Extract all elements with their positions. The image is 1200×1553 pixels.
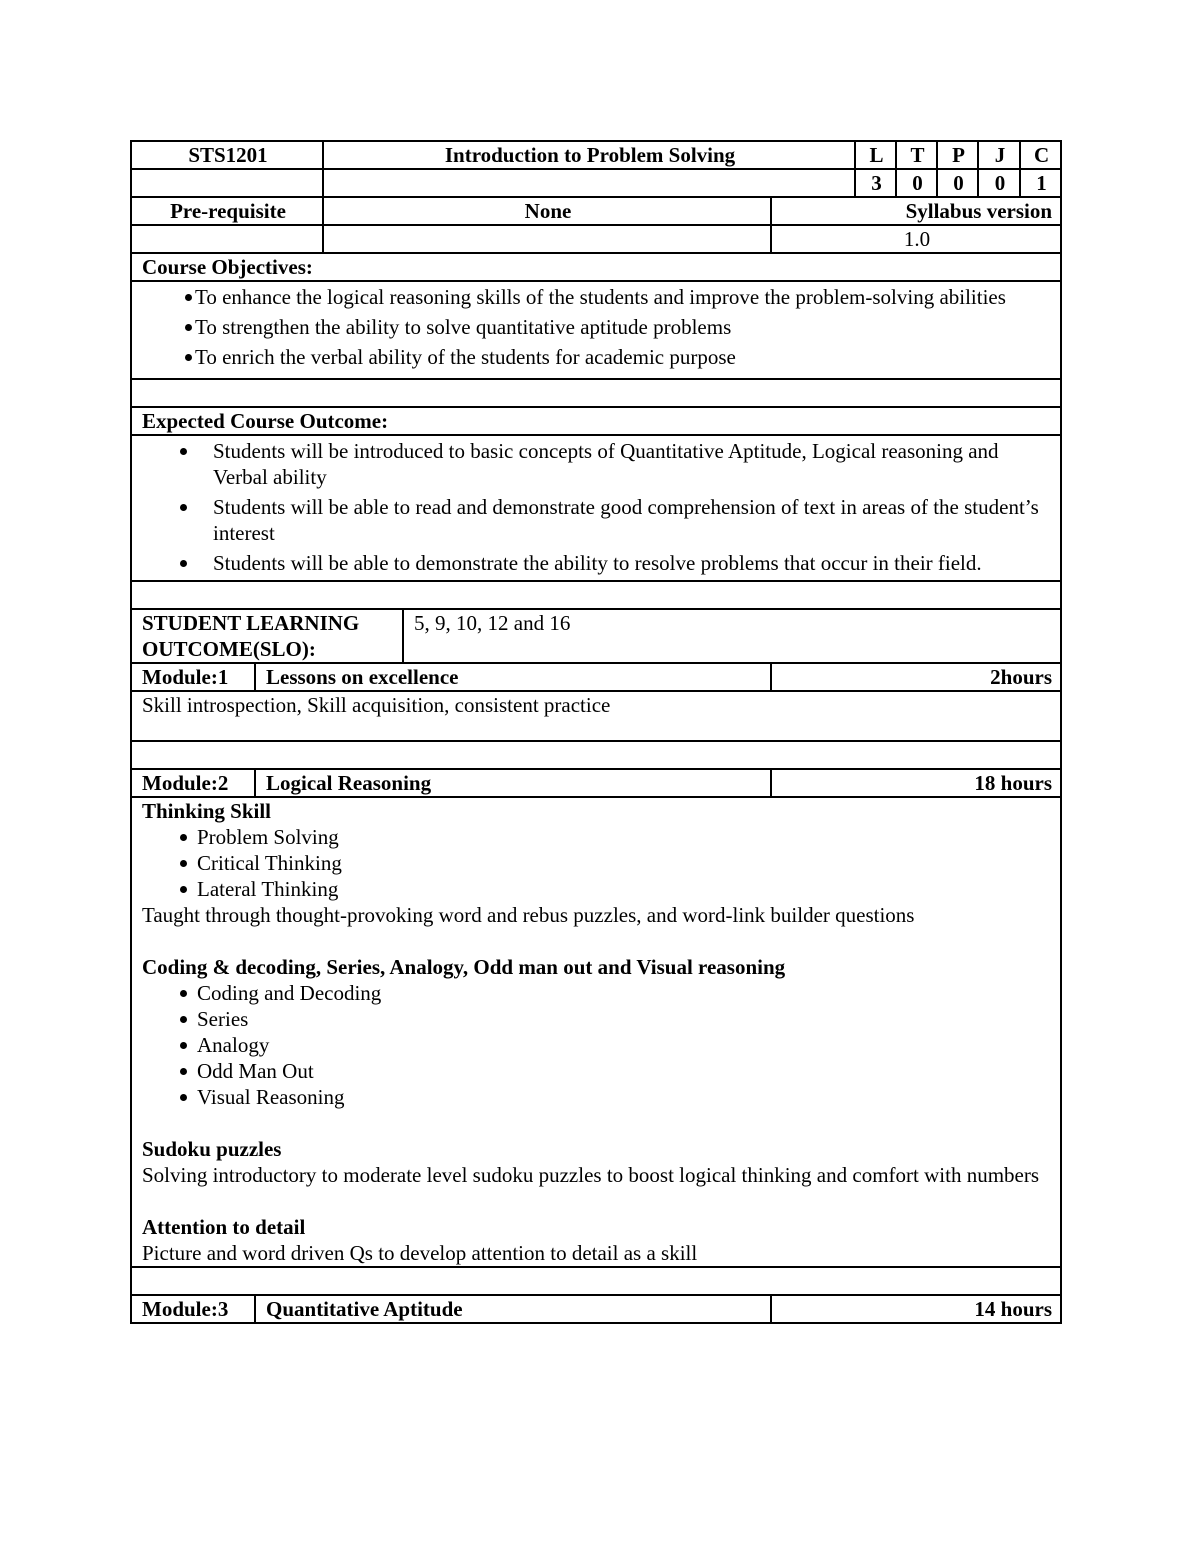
objectives-list	[142, 282, 1052, 378]
list-item: Analogy	[142, 1032, 1052, 1058]
syllabus-version-label: Syllabus version	[771, 197, 1061, 225]
objective-item: To strengthen the ability to solve quantitative aptitude problems	[142, 314, 1052, 340]
outcome-item: Students will be able to demonstrate the ability to resolve problems that occur in their field.	[142, 550, 1052, 576]
thinking-skill-heading: Thinking Skill	[142, 799, 272, 823]
objectives-body-row	[131, 281, 1061, 379]
ltpjc-value-j: 0	[978, 169, 1020, 197]
syllabus-page	[130, 140, 1060, 1324]
header-row	[131, 141, 1061, 169]
ltpjc-label-p: P	[937, 141, 978, 169]
slo-row	[131, 609, 1061, 663]
module3-header-row	[131, 1295, 1061, 1323]
list-item: Series	[142, 1006, 1052, 1032]
empty-cell	[131, 225, 323, 253]
coding-list	[142, 980, 1052, 1110]
ltpjc-label-l: L	[855, 141, 896, 169]
module3-hours: 14 hours	[771, 1295, 1061, 1323]
sudoku-heading: Sudoku puzzles	[142, 1137, 282, 1161]
module1-label: Module:1	[131, 663, 255, 691]
objective-item: To enrich the verbal ability of the students for academic purpose	[142, 344, 1052, 370]
outcomes-heading-row	[131, 407, 1061, 435]
module2-label: Module:2	[131, 769, 255, 797]
ltpjc-value-t: 0	[896, 169, 937, 197]
prereq-value: None	[323, 197, 771, 225]
objectives-heading-row	[131, 253, 1061, 281]
list-item: Coding and Decoding	[142, 980, 1052, 1006]
ltpjc-label-c: C	[1020, 141, 1061, 169]
ltpjc-value-p: 0	[937, 169, 978, 197]
empty-cell	[131, 169, 323, 197]
list-item: Odd Man Out	[142, 1058, 1052, 1084]
thinking-skill-note: Taught through thought-provoking word and rebus puzzles, and word-link builder questions	[142, 903, 915, 927]
objectives-heading: Course Objectives:	[131, 253, 1061, 281]
ltpjc-label-j: J	[978, 141, 1020, 169]
module1-hours: 2hours	[771, 663, 1061, 691]
list-item: Critical Thinking	[142, 850, 1052, 876]
module2-title: Logical Reasoning	[255, 769, 771, 797]
list-item: Problem Solving	[142, 824, 1052, 850]
module2-header-row	[131, 769, 1061, 797]
module2-body-row	[131, 797, 1061, 1267]
outcomes-heading: Expected Course Outcome:	[131, 407, 1061, 435]
sudoku-text: Solving introductory to moderate level sudoku puzzles to boost logical thinking and comfort with numbers	[142, 1163, 1040, 1187]
outcomes-body-row	[131, 435, 1061, 581]
spacer-row	[131, 1267, 1061, 1295]
outcomes-list	[142, 436, 1052, 576]
ltpjc-value-l: 3	[855, 169, 896, 197]
module1-content: Skill introspection, Skill acquisition, consistent practice	[131, 691, 1061, 741]
module1-title: Lessons on excellence	[255, 663, 771, 691]
module3-title: Quantitative Aptitude	[255, 1295, 771, 1323]
slo-value: 5, 9, 10, 12 and 16	[403, 609, 1061, 663]
spacer-row	[131, 581, 1061, 609]
ltpjc-label-t: T	[896, 141, 937, 169]
course-code: STS1201	[131, 141, 323, 169]
empty-cell	[323, 169, 855, 197]
credits-row	[131, 169, 1061, 197]
list-item: Visual Reasoning	[142, 1084, 1052, 1110]
prereq-row	[131, 197, 1061, 225]
objective-item: To enhance the logical reasoning skills of the students and improve the problem-solving abilities	[142, 284, 1052, 310]
thinking-skill-list	[142, 824, 1052, 902]
prereq-label: Pre-requisite	[131, 197, 323, 225]
slo-label: STUDENT LEARNING OUTCOME(SLO):	[131, 609, 403, 663]
coding-heading: Coding & decoding, Series, Analogy, Odd man out and Visual reasoning	[142, 955, 786, 979]
spacer-row	[131, 741, 1061, 769]
syllabus-table	[130, 140, 1062, 1324]
outcome-item: Students will be able to read and demonstrate good comprehension of text in areas of the student’s interest	[142, 494, 1052, 546]
course-title: Introduction to Problem Solving	[323, 141, 855, 169]
syllabus-version-value: 1.0	[771, 225, 1061, 253]
spacer-row	[131, 379, 1061, 407]
module1-header-row	[131, 663, 1061, 691]
module2-hours: 18 hours	[771, 769, 1061, 797]
version-row	[131, 225, 1061, 253]
outcome-item: Students will be introduced to basic concepts of Quantitative Aptitude, Logical reasoning and Verbal ability	[142, 438, 1052, 490]
attention-heading: Attention to detail	[142, 1215, 306, 1239]
attention-text: Picture and word driven Qs to develop attention to detail as a skill	[142, 1241, 698, 1265]
module1-body-row	[131, 691, 1061, 741]
list-item: Lateral Thinking	[142, 876, 1052, 902]
empty-cell	[323, 225, 771, 253]
module3-label: Module:3	[131, 1295, 255, 1323]
ltpjc-value-c: 1	[1020, 169, 1061, 197]
